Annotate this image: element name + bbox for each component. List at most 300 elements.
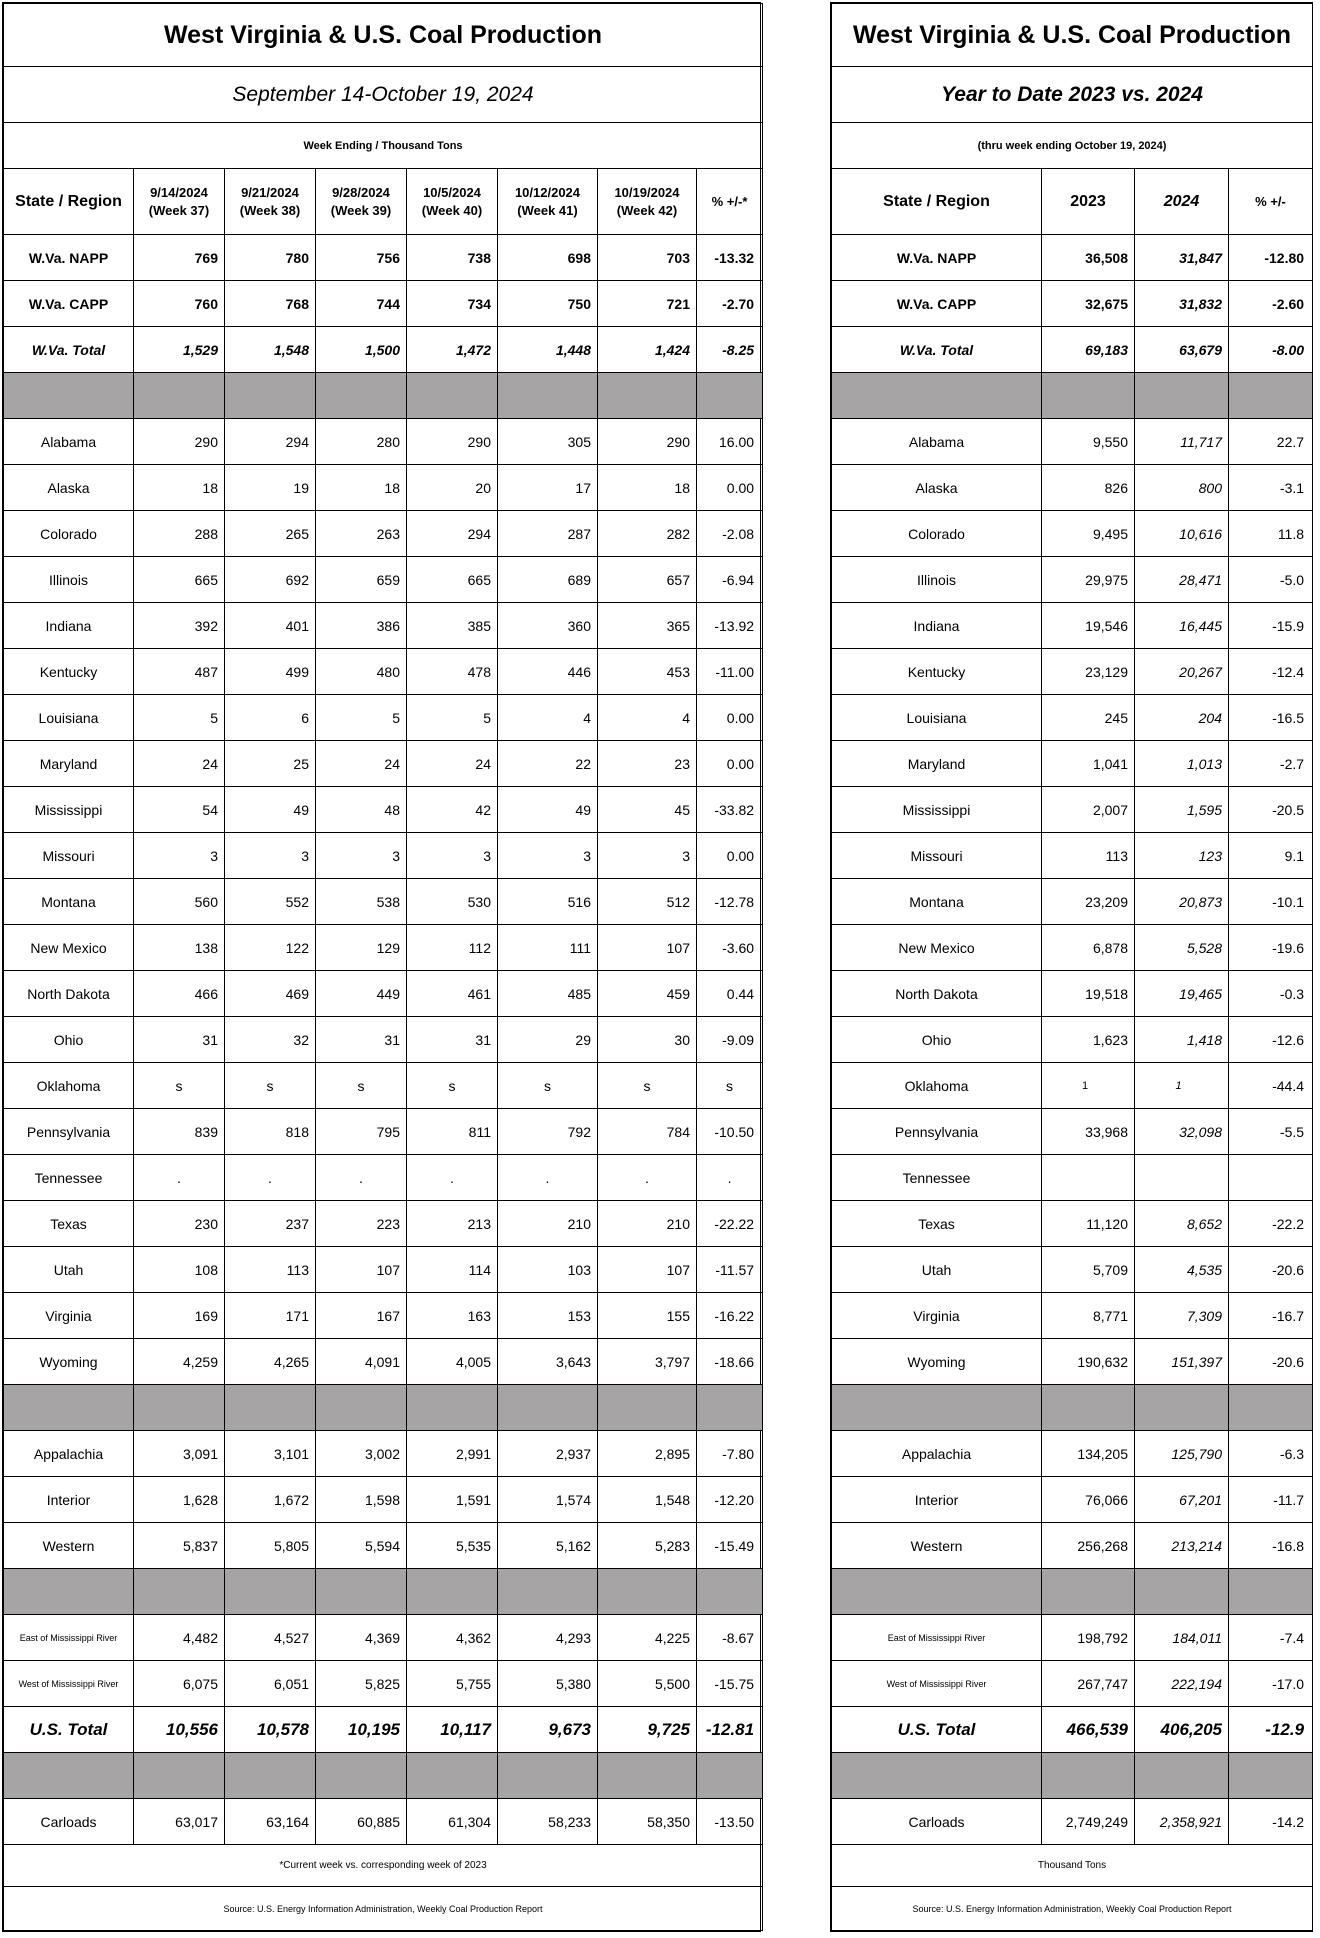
ytd-pct-change: 22.7 — [1229, 419, 1313, 465]
ytd-row-w-va-napp — [832, 235, 1313, 281]
row-label: Wyoming — [4, 1339, 134, 1385]
ytd-pct-change: -44.4 — [1229, 1063, 1313, 1109]
weekly-pct-change: -9.09 — [697, 1017, 763, 1063]
col-header-week-39: 9/28/2024 (Week 39) — [316, 169, 407, 235]
ytd-pct-change: -0.3 — [1229, 971, 1313, 1017]
row-label: West of Mississippi River — [4, 1661, 134, 1707]
ytd-2024-value: 28,471 — [1135, 557, 1229, 603]
weekly-value: 4,482 — [134, 1615, 225, 1661]
ytd-pct-change: -11.7 — [1229, 1477, 1313, 1523]
row-label: Missouri — [4, 833, 134, 879]
row-label: Alabama — [4, 419, 134, 465]
weekly-value: 103 — [498, 1247, 598, 1293]
ytd-2023-value: 33,968 — [1042, 1109, 1135, 1155]
ytd-2024-value: 67,201 — [1135, 1477, 1229, 1523]
row-label: W.Va. CAPP — [832, 281, 1042, 327]
weekly-pct-change: -16.22 — [697, 1293, 763, 1339]
weekly-value: 2,937 — [498, 1431, 598, 1477]
col-header-pct-change: % +/-* — [697, 169, 763, 235]
weekly-value: 280 — [316, 419, 407, 465]
weekly-value: 61,304 — [407, 1799, 498, 1845]
ytd-2024-value: 63,679 — [1135, 327, 1229, 373]
weekly-pct-change: -7.80 — [697, 1431, 763, 1477]
weekly-value: 18 — [316, 465, 407, 511]
weekly-pct-change: -33.82 — [697, 787, 763, 833]
table-row-east-of-mississippi-river — [4, 1615, 763, 1661]
row-label: North Dakota — [4, 971, 134, 1017]
weekly-source: Source: U.S. Energy Information Administration, Weekly Coal Production Report — [4, 1887, 763, 1931]
ytd-pct-change: -12.6 — [1229, 1017, 1313, 1063]
weekly-value: 784 — [598, 1109, 697, 1155]
col-header-week-37: 9/14/2024 (Week 37) — [134, 169, 225, 235]
weekly-value: 60,885 — [316, 1799, 407, 1845]
table-row-west-of-mississippi-river — [4, 1661, 763, 1707]
ytd-row-u-s-total — [832, 1707, 1313, 1753]
weekly-value: 530 — [407, 879, 498, 925]
row-label: Louisiana — [4, 695, 134, 741]
ytd-row-west-of-mississippi-river — [832, 1661, 1313, 1707]
ytd-row-alaska — [832, 465, 1313, 511]
weekly-value: 698 — [498, 235, 598, 281]
ytd-row-maryland — [832, 741, 1313, 787]
row-label: Texas — [832, 1201, 1042, 1247]
row-label: U.S. Total — [4, 1707, 134, 1753]
ytd-row-wyoming — [832, 1339, 1313, 1385]
weekly-value: 230 — [134, 1201, 225, 1247]
row-label: Ohio — [4, 1017, 134, 1063]
row-label: Appalachia — [832, 1431, 1042, 1477]
row-label: Pennsylvania — [832, 1109, 1042, 1155]
row-label: Wyoming — [832, 1339, 1042, 1385]
ytd-2024-value — [1135, 1155, 1229, 1201]
table-row-w-va-capp — [4, 281, 763, 327]
weekly-value: 1,548 — [225, 327, 316, 373]
ytd-row-w-va-total — [832, 327, 1313, 373]
weekly-value: 4,225 — [598, 1615, 697, 1661]
weekly-pct-change: -11.57 — [697, 1247, 763, 1293]
weekly-value: 5,162 — [498, 1523, 598, 1569]
weekly-value: 5,283 — [598, 1523, 697, 1569]
weekly-pct-change: -8.25 — [697, 327, 763, 373]
ytd-row-appalachia — [832, 1431, 1313, 1477]
table-row-interior — [4, 1477, 763, 1523]
weekly-pct-change: -2.08 — [697, 511, 763, 557]
weekly-value: 1,672 — [225, 1477, 316, 1523]
ytd-2023-value: 1,041 — [1042, 741, 1135, 787]
weekly-value: 10,556 — [134, 1707, 225, 1753]
weekly-value: 290 — [134, 419, 225, 465]
weekly-subtitle: September 14-October 19, 2024 — [4, 67, 763, 123]
ytd-pct-change: -17.0 — [1229, 1661, 1313, 1707]
weekly-value: 122 — [225, 925, 316, 971]
weekly-value: 469 — [225, 971, 316, 1017]
weekly-value: 24 — [407, 741, 498, 787]
ytd-2023-value: 256,268 — [1042, 1523, 1135, 1569]
ytd-row-north-dakota — [832, 971, 1313, 1017]
weekly-value: 54 — [134, 787, 225, 833]
ytd-2023-value: 23,209 — [1042, 879, 1135, 925]
row-label: Appalachia — [4, 1431, 134, 1477]
ytd-2023-value: 19,518 — [1042, 971, 1135, 1017]
separator-row — [832, 1753, 1313, 1799]
col-header-week-42: 10/19/2024 (Week 42) — [598, 169, 697, 235]
ytd-header-2024: 2024 — [1135, 169, 1229, 235]
ytd-2023-value: 113 — [1042, 833, 1135, 879]
weekly-value: 3,101 — [225, 1431, 316, 1477]
weekly-value: 818 — [225, 1109, 316, 1155]
weekly-value: 10,195 — [316, 1707, 407, 1753]
weekly-value: 756 — [316, 235, 407, 281]
weekly-value: 1,500 — [316, 327, 407, 373]
weekly-value: 6,075 — [134, 1661, 225, 1707]
weekly-value: 10,117 — [407, 1707, 498, 1753]
weekly-value: 9,725 — [598, 1707, 697, 1753]
weekly-value: 19 — [225, 465, 316, 511]
separator-row — [4, 373, 763, 419]
ytd-row-missouri — [832, 833, 1313, 879]
weekly-value: 294 — [225, 419, 316, 465]
ytd-2023-value: 8,771 — [1042, 1293, 1135, 1339]
ytd-2024-value: 5,528 — [1135, 925, 1229, 971]
ytd-2023-value: 826 — [1042, 465, 1135, 511]
weekly-pct-change: 0.44 — [697, 971, 763, 1017]
weekly-value: 392 — [134, 603, 225, 649]
ytd-2023-value: 1 — [1042, 1063, 1135, 1109]
weekly-value: 18 — [134, 465, 225, 511]
ytd-pct-change: -12.4 — [1229, 649, 1313, 695]
ytd-2023-value: 9,495 — [1042, 511, 1135, 557]
weekly-production-table — [3, 3, 763, 1931]
weekly-pct-change: . — [697, 1155, 763, 1201]
ytd-pct-change: -16.5 — [1229, 695, 1313, 741]
ytd-2023-value: 198,792 — [1042, 1615, 1135, 1661]
row-label: W.Va. NAPP — [832, 235, 1042, 281]
ytd-production-panel — [830, 2, 1313, 1932]
row-label: Interior — [4, 1477, 134, 1523]
table-row-illinois — [4, 557, 763, 603]
ytd-row-oklahoma — [832, 1063, 1313, 1109]
row-label: Interior — [832, 1477, 1042, 1523]
weekly-value: 63,017 — [134, 1799, 225, 1845]
weekly-value: 4,293 — [498, 1615, 598, 1661]
weekly-value: 4,265 — [225, 1339, 316, 1385]
weekly-value: s — [498, 1063, 598, 1109]
ytd-2024-value: 123 — [1135, 833, 1229, 879]
ytd-pct-change: -14.2 — [1229, 1799, 1313, 1845]
ytd-row-mississippi — [832, 787, 1313, 833]
weekly-value: 169 — [134, 1293, 225, 1339]
table-row-mississippi — [4, 787, 763, 833]
weekly-value: 5,594 — [316, 1523, 407, 1569]
row-label: Alabama — [832, 419, 1042, 465]
weekly-pct-change: -15.75 — [697, 1661, 763, 1707]
weekly-value: 107 — [598, 925, 697, 971]
row-label: Oklahoma — [4, 1063, 134, 1109]
weekly-value: 516 — [498, 879, 598, 925]
weekly-value: . — [498, 1155, 598, 1201]
row-label: U.S. Total — [832, 1707, 1042, 1753]
separator-row — [4, 1753, 763, 1799]
weekly-value: 45 — [598, 787, 697, 833]
ytd-pct-change: -20.6 — [1229, 1247, 1313, 1293]
row-label: Alaska — [4, 465, 134, 511]
weekly-value: 31 — [407, 1017, 498, 1063]
weekly-value: 365 — [598, 603, 697, 649]
ytd-2023-value: 32,675 — [1042, 281, 1135, 327]
row-label: Kentucky — [832, 649, 1042, 695]
ytd-2024-value: 8,652 — [1135, 1201, 1229, 1247]
weekly-value: 760 — [134, 281, 225, 327]
row-label: Mississippi — [832, 787, 1042, 833]
weekly-value: 265 — [225, 511, 316, 557]
weekly-value: 1,628 — [134, 1477, 225, 1523]
weekly-value: 5,805 — [225, 1523, 316, 1569]
ytd-pct-change: -16.7 — [1229, 1293, 1313, 1339]
weekly-value: 213 — [407, 1201, 498, 1247]
ytd-2023-value: 5,709 — [1042, 1247, 1135, 1293]
row-label: Illinois — [4, 557, 134, 603]
weekly-value: 24 — [134, 741, 225, 787]
weekly-value: 839 — [134, 1109, 225, 1155]
weekly-value: 795 — [316, 1109, 407, 1155]
row-label: Indiana — [832, 603, 1042, 649]
weekly-value: 2,991 — [407, 1431, 498, 1477]
ytd-row-interior — [832, 1477, 1313, 1523]
ytd-2024-value: 1,418 — [1135, 1017, 1229, 1063]
table-row-kentucky — [4, 649, 763, 695]
ytd-production-table — [831, 3, 1313, 1931]
weekly-pct-change: -15.49 — [697, 1523, 763, 1569]
weekly-value: s — [598, 1063, 697, 1109]
weekly-production-panel — [2, 2, 761, 1932]
weekly-value: 4,005 — [407, 1339, 498, 1385]
weekly-value: 24 — [316, 741, 407, 787]
weekly-value: 5,380 — [498, 1661, 598, 1707]
weekly-value: 738 — [407, 235, 498, 281]
ytd-subtitle: Year to Date 2023 vs. 2024 — [832, 67, 1313, 123]
ytd-row-alabama — [832, 419, 1313, 465]
weekly-value: 112 — [407, 925, 498, 971]
ytd-2023-value: 2,007 — [1042, 787, 1135, 833]
table-row-appalachia — [4, 1431, 763, 1477]
table-row-louisiana — [4, 695, 763, 741]
ytd-2023-value: 1,623 — [1042, 1017, 1135, 1063]
separator-row — [4, 1385, 763, 1431]
ytd-2024-value: 2,358,921 — [1135, 1799, 1229, 1845]
weekly-title: West Virginia & U.S. Coal Production — [4, 4, 763, 67]
weekly-value: 4,091 — [316, 1339, 407, 1385]
table-row-tennessee — [4, 1155, 763, 1201]
weekly-value: s — [225, 1063, 316, 1109]
ytd-title: West Virginia & U.S. Coal Production — [832, 4, 1313, 67]
table-row-maryland — [4, 741, 763, 787]
weekly-value: 449 — [316, 971, 407, 1017]
ytd-2023-value: 29,975 — [1042, 557, 1135, 603]
row-label: Maryland — [832, 741, 1042, 787]
ytd-row-louisiana — [832, 695, 1313, 741]
ytd-row-tennessee — [832, 1155, 1313, 1201]
weekly-value: 138 — [134, 925, 225, 971]
weekly-pct-change: -13.32 — [697, 235, 763, 281]
ytd-2023-value: 2,749,249 — [1042, 1799, 1135, 1845]
weekly-value: 1,529 — [134, 327, 225, 373]
ytd-2023-value — [1042, 1155, 1135, 1201]
weekly-value: 30 — [598, 1017, 697, 1063]
ytd-pct-change: -20.6 — [1229, 1339, 1313, 1385]
weekly-value: 811 — [407, 1109, 498, 1155]
separator-row — [832, 1569, 1313, 1615]
weekly-value: 385 — [407, 603, 498, 649]
ytd-2023-value: 466,539 — [1042, 1707, 1135, 1753]
weekly-value: 3 — [134, 833, 225, 879]
ytd-pct-change: -2.60 — [1229, 281, 1313, 327]
row-label: East of Mississippi River — [4, 1615, 134, 1661]
weekly-value: 17 — [498, 465, 598, 511]
weekly-value: 4,362 — [407, 1615, 498, 1661]
weekly-value: 58,350 — [598, 1799, 697, 1845]
row-label: Alaska — [832, 465, 1042, 511]
weekly-value: 721 — [598, 281, 697, 327]
weekly-caption: Week Ending / Thousand Tons — [4, 123, 763, 169]
ytd-row-carloads — [832, 1799, 1313, 1845]
weekly-value: 49 — [225, 787, 316, 833]
weekly-pct-change: -6.94 — [697, 557, 763, 603]
weekly-value: 4,259 — [134, 1339, 225, 1385]
table-row-w-va-napp — [4, 235, 763, 281]
weekly-value: 48 — [316, 787, 407, 833]
row-label: Utah — [832, 1247, 1042, 1293]
row-label: W.Va. Total — [4, 327, 134, 373]
weekly-value: 552 — [225, 879, 316, 925]
row-label: Oklahoma — [832, 1063, 1042, 1109]
ytd-pct-change: -20.5 — [1229, 787, 1313, 833]
weekly-value: 287 — [498, 511, 598, 557]
ytd-2024-value: 1,595 — [1135, 787, 1229, 833]
table-row-virginia — [4, 1293, 763, 1339]
weekly-value: 1,548 — [598, 1477, 697, 1523]
weekly-value: 107 — [316, 1247, 407, 1293]
weekly-value: 5,837 — [134, 1523, 225, 1569]
weekly-value: 58,233 — [498, 1799, 598, 1845]
ytd-2023-value: 190,632 — [1042, 1339, 1135, 1385]
row-label: Kentucky — [4, 649, 134, 695]
weekly-value: 780 — [225, 235, 316, 281]
weekly-value: 282 — [598, 511, 697, 557]
weekly-value: . — [316, 1155, 407, 1201]
col-header-week-41: 10/12/2024 (Week 41) — [498, 169, 598, 235]
weekly-value: 6,051 — [225, 1661, 316, 1707]
ytd-header-2023: 2023 — [1042, 169, 1135, 235]
ytd-2024-value: 184,011 — [1135, 1615, 1229, 1661]
weekly-value: s — [316, 1063, 407, 1109]
weekly-value: 665 — [407, 557, 498, 603]
weekly-value: 237 — [225, 1201, 316, 1247]
ytd-pct-change: -12.80 — [1229, 235, 1313, 281]
weekly-value: 692 — [225, 557, 316, 603]
weekly-pct-change: -12.78 — [697, 879, 763, 925]
ytd-row-east-of-mississippi-river — [832, 1615, 1313, 1661]
weekly-value: 360 — [498, 603, 598, 649]
ytd-2024-value: 204 — [1135, 695, 1229, 741]
table-row-wyoming — [4, 1339, 763, 1385]
row-label: Mississippi — [4, 787, 134, 833]
row-label: West of Mississippi River — [832, 1661, 1042, 1707]
table-row-texas — [4, 1201, 763, 1247]
ytd-2024-value: 20,267 — [1135, 649, 1229, 695]
ytd-2023-value: 23,129 — [1042, 649, 1135, 695]
table-row-u-s-total — [4, 1707, 763, 1753]
row-label: Missouri — [832, 833, 1042, 879]
weekly-value: 290 — [598, 419, 697, 465]
weekly-value: s — [407, 1063, 498, 1109]
row-label: New Mexico — [832, 925, 1042, 971]
ytd-row-western — [832, 1523, 1313, 1569]
weekly-value: 485 — [498, 971, 598, 1017]
ytd-row-utah — [832, 1247, 1313, 1293]
ytd-pct-change: -12.9 — [1229, 1707, 1313, 1753]
weekly-pct-change: -13.50 — [697, 1799, 763, 1845]
weekly-value: 129 — [316, 925, 407, 971]
weekly-value: 107 — [598, 1247, 697, 1293]
weekly-value: 171 — [225, 1293, 316, 1339]
weekly-value: 734 — [407, 281, 498, 327]
ytd-pct-change: -10.1 — [1229, 879, 1313, 925]
ytd-row-new-mexico — [832, 925, 1313, 971]
ytd-row-kentucky — [832, 649, 1313, 695]
table-row-w-va-total — [4, 327, 763, 373]
weekly-pct-change: 16.00 — [697, 419, 763, 465]
table-row-western — [4, 1523, 763, 1569]
weekly-value: 750 — [498, 281, 598, 327]
weekly-pct-change: 0.00 — [697, 741, 763, 787]
ytd-row-virginia — [832, 1293, 1313, 1339]
weekly-value: 1,424 — [598, 327, 697, 373]
row-label: Texas — [4, 1201, 134, 1247]
row-label: Carloads — [832, 1799, 1042, 1845]
row-label: Colorado — [832, 511, 1042, 557]
weekly-value: 1,472 — [407, 327, 498, 373]
weekly-value: 744 — [316, 281, 407, 327]
weekly-value: 6 — [225, 695, 316, 741]
table-row-indiana — [4, 603, 763, 649]
weekly-value: 792 — [498, 1109, 598, 1155]
weekly-value: 32 — [225, 1017, 316, 1063]
ytd-pct-change: -7.4 — [1229, 1615, 1313, 1661]
weekly-value: 560 — [134, 879, 225, 925]
table-row-carloads — [4, 1799, 763, 1845]
table-row-ohio — [4, 1017, 763, 1063]
ytd-source: Source: U.S. Energy Information Administration, Weekly Coal Production Report — [832, 1887, 1313, 1931]
weekly-value: 155 — [598, 1293, 697, 1339]
weekly-pct-change: -11.00 — [697, 649, 763, 695]
weekly-pct-change: -13.92 — [697, 603, 763, 649]
weekly-pct-change: -2.70 — [697, 281, 763, 327]
table-row-new-mexico — [4, 925, 763, 971]
weekly-value: 1,591 — [407, 1477, 498, 1523]
row-label: North Dakota — [832, 971, 1042, 1017]
ytd-2024-value: 32,098 — [1135, 1109, 1229, 1155]
weekly-value: 10,578 — [225, 1707, 316, 1753]
weekly-value: 31 — [134, 1017, 225, 1063]
weekly-value: 3,797 — [598, 1339, 697, 1385]
ytd-2023-value: 69,183 — [1042, 327, 1135, 373]
weekly-value: 5 — [316, 695, 407, 741]
ytd-2024-value: 31,847 — [1135, 235, 1229, 281]
ytd-2023-value: 19,546 — [1042, 603, 1135, 649]
weekly-value: 499 — [225, 649, 316, 695]
row-label: Louisiana — [832, 695, 1042, 741]
weekly-value: 113 — [225, 1247, 316, 1293]
